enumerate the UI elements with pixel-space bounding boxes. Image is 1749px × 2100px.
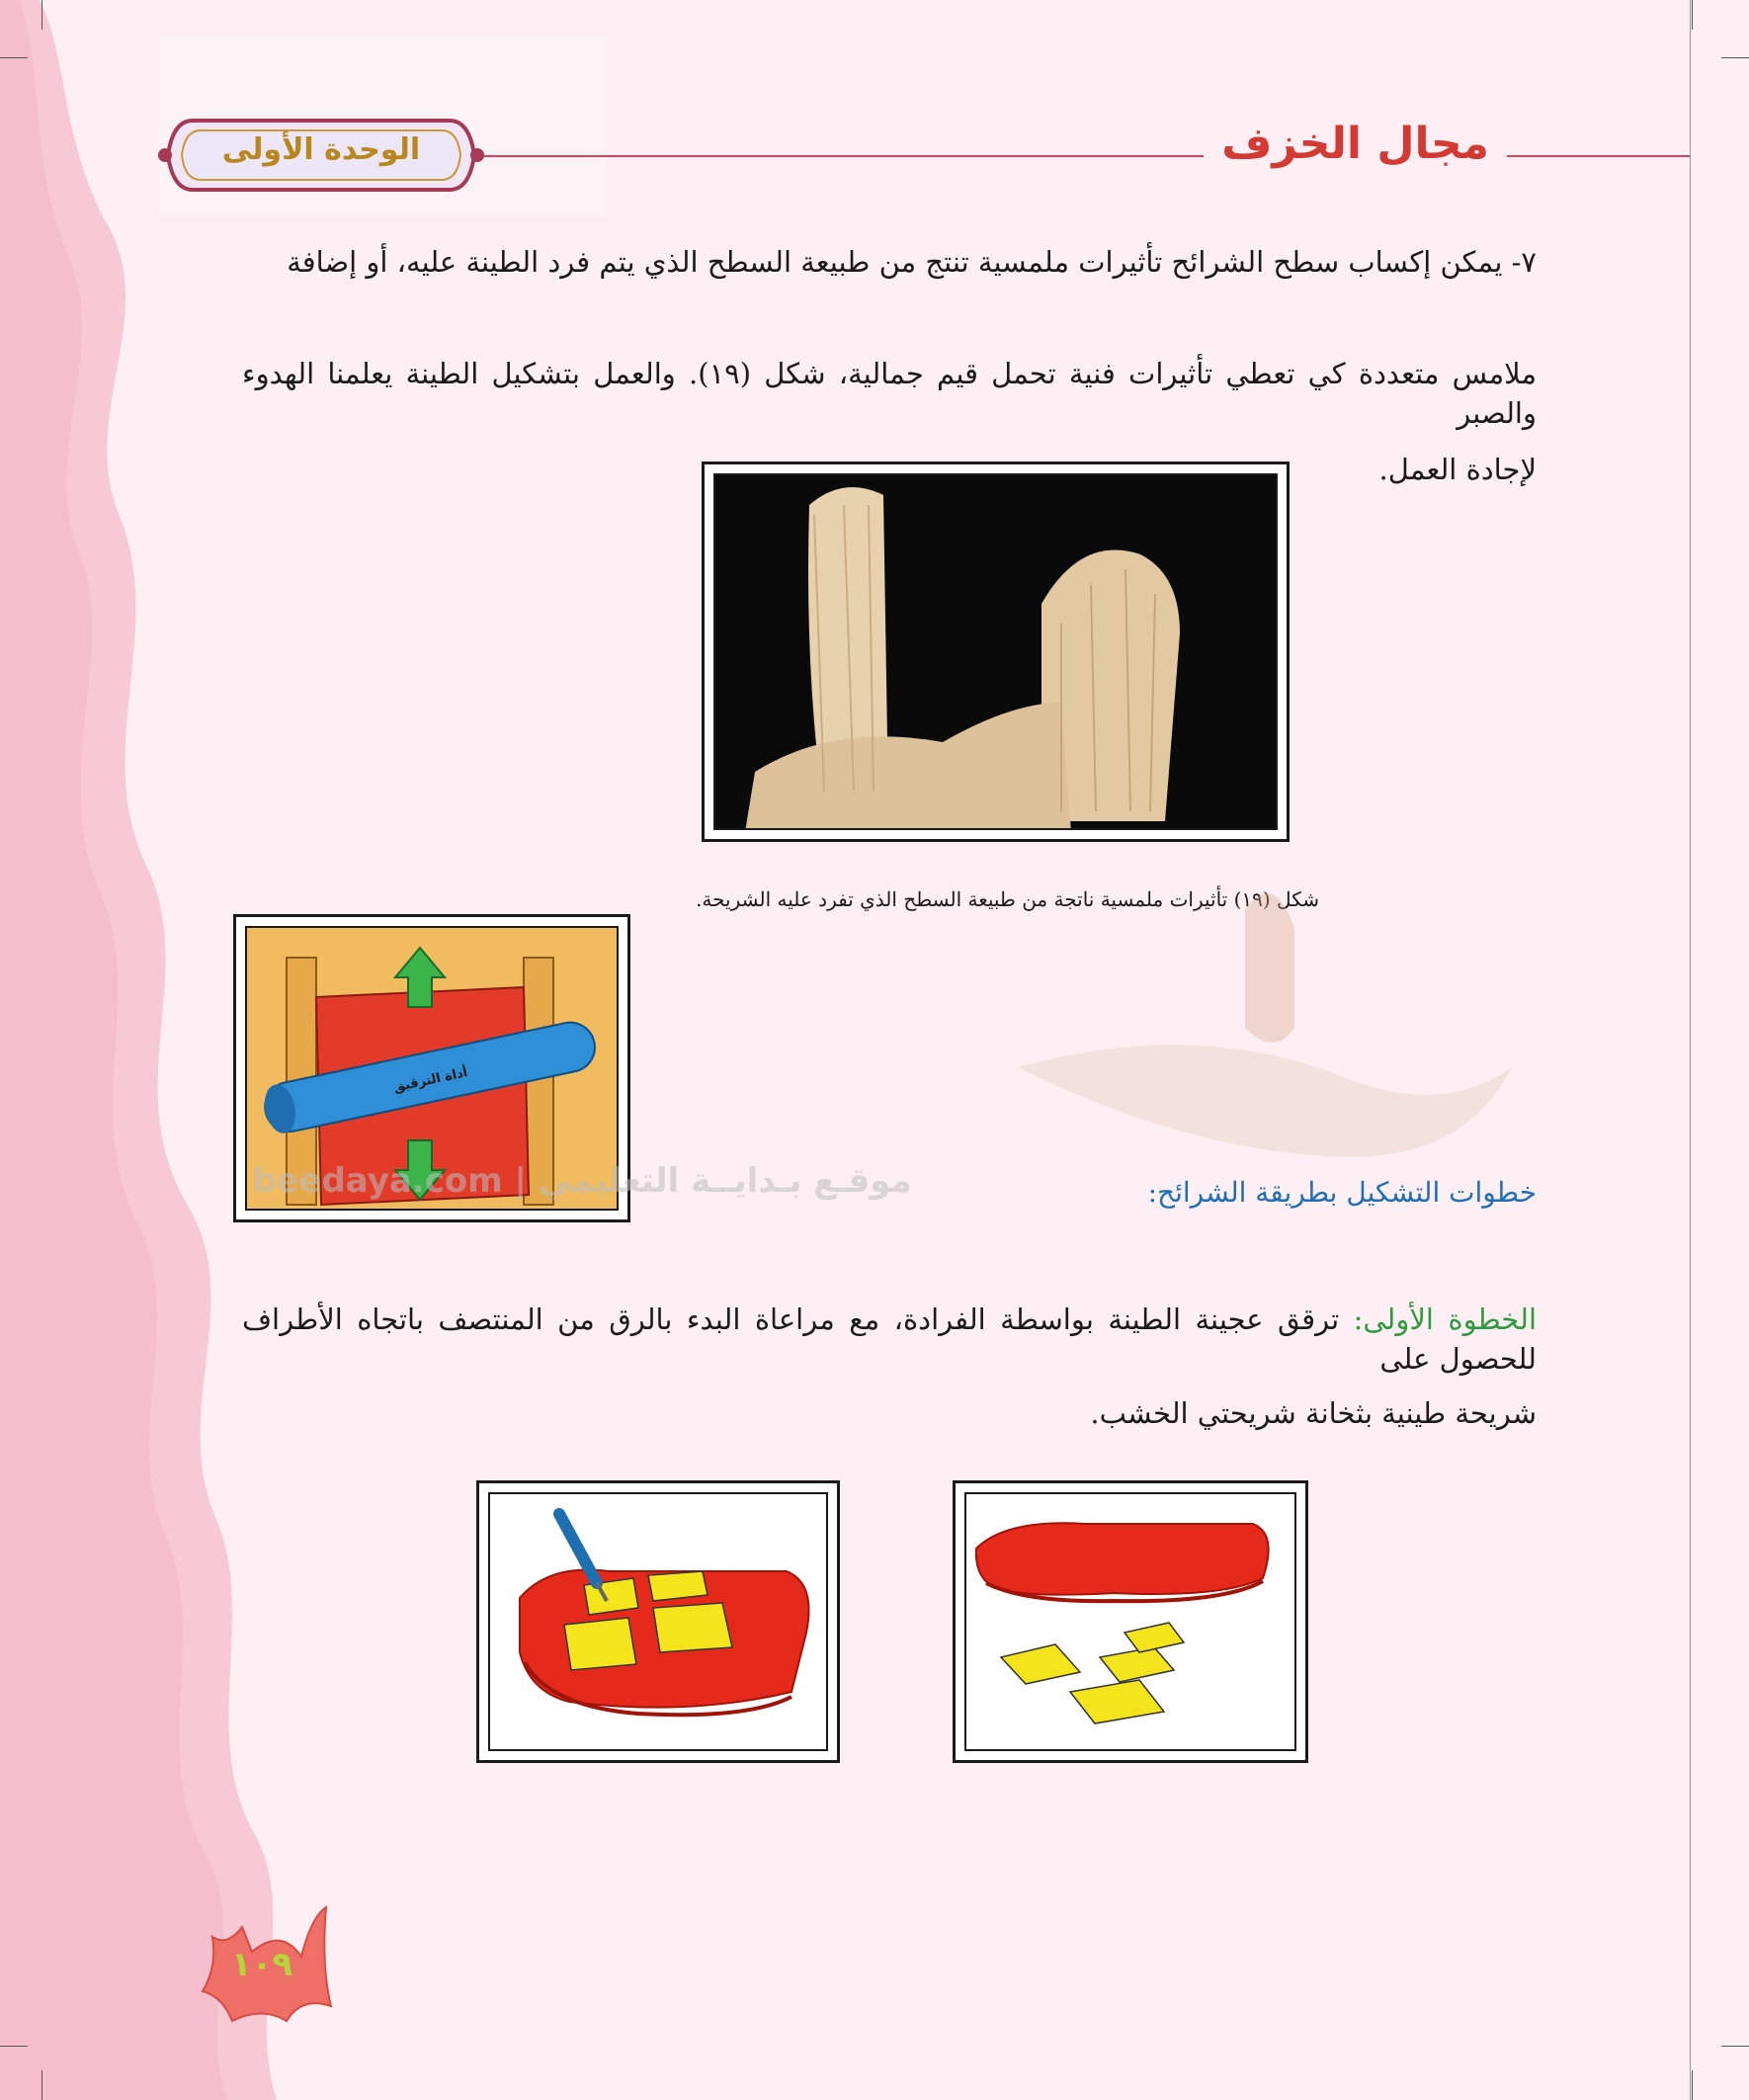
watermark-logo: [998, 870, 1551, 1186]
figure-19-photo: [713, 473, 1278, 830]
clay-slabs-image: [715, 475, 1278, 830]
section-heading: خطوات التشكيل بطريقة الشرائح:: [1147, 1176, 1537, 1209]
crop-mark: [1721, 57, 1749, 58]
slab-pieces-image: [964, 1492, 1296, 1751]
crop-mark: [0, 57, 28, 58]
paragraph-line: ٧- يمكن إكساب سطح الشرائح تأثيرات ملمسية تنتج من طبيعة السطح الذي يتم فرد الطينة عليه، أو إضافة: [287, 245, 1537, 279]
watermark-text: موقـع بـدايــة التعليمي | beedaya.com: [252, 1161, 912, 1201]
unit-badge: [153, 111, 489, 200]
crop-mark: [1692, 2070, 1693, 2100]
step-1-text: ترقق عجينة الطينة بواسطة الفرادة، مع مراعاة البدء بالرق من المنتصف باتجاه الأطراف للحصول على: [242, 1302, 1537, 1376]
slab-pieces-figure-frame: [953, 1480, 1308, 1763]
page-title: مجال الخزف: [1204, 119, 1507, 169]
right-margin-line: [1690, 0, 1691, 2100]
crop-mark: [1692, 0, 1693, 30]
step-1-line: [242, 1300, 1537, 1379]
step-1-line-2: شريحة طينية بثخانة شريحتي الخشب.: [1090, 1396, 1537, 1430]
unit-badge-label: الوحدة الأولى: [221, 132, 421, 167]
crop-mark: [1721, 2046, 1749, 2047]
paragraph-line: لإجادة العمل.: [1378, 453, 1537, 486]
cutting-slab-figure-frame: [476, 1480, 840, 1763]
cutting-slab-image: [488, 1492, 828, 1751]
figure-19-caption: شكل (١٩) تأثيرات ملمسية ناتجة من طبيعة السطح الذي تفرد عليه الشريحة.: [696, 887, 1319, 911]
step-1-label: الخطوة الأولى:: [1353, 1302, 1538, 1336]
paragraph-line: ملامس متعددة كي تعطي تأثيرات فنية تحمل قيم جمالية، شكل (١٩). والعمل بتشكيل الطينة يعلمنا الهدوء والصبر: [242, 357, 1537, 430]
page-number: ١٠٩: [230, 1945, 293, 1984]
crop-mark: [0, 2046, 28, 2047]
figure-19-frame: [702, 462, 1290, 842]
rolling-tool-label: أداة الترقيق: [392, 1065, 469, 1096]
